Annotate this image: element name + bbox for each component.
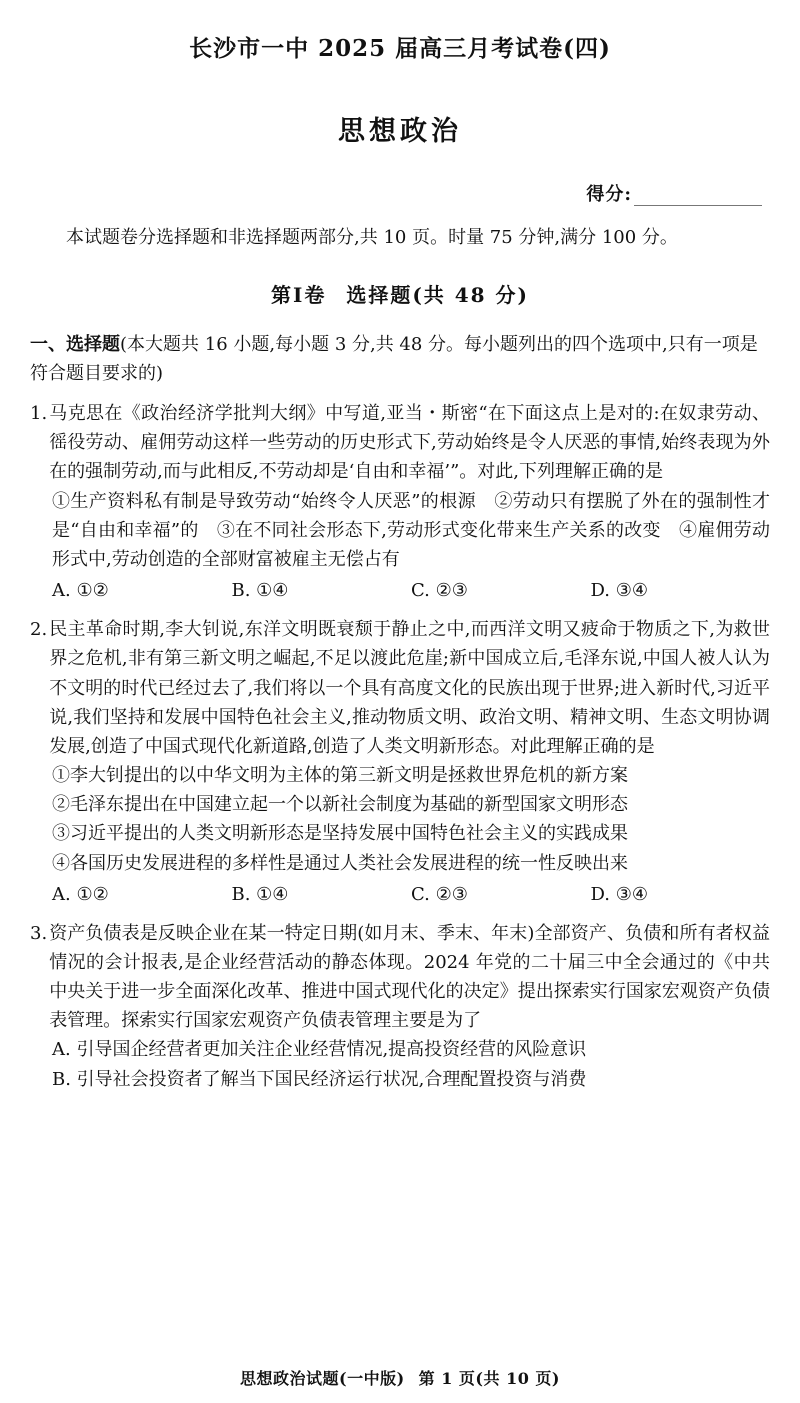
question-2-statement-3: ③习近平提出的人类文明新形态是坚持发展中国特色社会主义的实践成果 [52,823,628,845]
question-1-choice-a[interactable]: A. ①② [52,580,109,602]
question-1 [30,399,770,605]
section-heading [30,279,770,308]
footer-page-number: 第 1 页(共 10 页) [418,1369,560,1388]
question-3 [30,919,770,1094]
question-2-choice-c[interactable]: C. ②③ [411,883,468,905]
question-1-choice-b[interactable]: B. ①④ [231,580,289,602]
question-1-body [30,399,770,486]
question-2-choices [30,880,770,909]
page-footer [0,1366,800,1389]
question-1-number: 1. [30,403,48,425]
question-2-choice-b[interactable]: B. ①④ [231,883,289,905]
score-blank-line [634,187,762,206]
subject-title: 思想政治 [338,116,462,147]
question-3-options [30,1035,770,1093]
question-2-stem: 民主革命时期,李大钊说,东洋文明既衰颓于静止之中,而西洋文明又疲命于物质之下,为救世界之危机,非有第三新文明之崛起,不足以渡此危崖;新中国成立后,毛泽东说,中国人被人认为不文明的时代已经过去了,我们将以一个具有高度文化的民族出现于世界;进入新时代,习近平说,我们坚持和发展中国特色社会主义,推动物质文明、政治文明、精神文明、生态文明协调发展,创造了中国式现代化新道路,创造了人类文明新形态。对此理解正确的是 [49,619,770,757]
question-2-choice-a[interactable]: A. ①② [52,883,109,905]
question-2-choice-d[interactable]: D. ③④ [590,883,649,905]
exam-instructions: 本试题卷分选择题和非选择题两部分,共 10 页。时量 75 分钟,满分 100 分。 [66,227,678,248]
score-row [30,180,770,206]
question-3-option-a[interactable]: A. 引导国企经营者更加关注企业经营情况,提高投资经营的风险意识 [52,1039,587,1061]
question-2-statement-2: ②毛泽东提出在中国建立起一个以新社会制度为基础的新型国家文明形态 [52,794,628,816]
question-3-number: 3. [30,922,48,944]
question-1-choices [30,576,770,605]
question-2-statement-4: ④各国历史发展进程的多样性是通过人类社会发展进程的统一性反映出来 [52,852,628,874]
question-2-number: 2. [30,619,48,641]
question-3-option-b[interactable]: B. 引导社会投资者了解当下国民经济运行状况,合理配置投资与消费 [52,1068,587,1090]
part-one-heading [30,330,770,389]
question-1-choice-d[interactable]: D. ③④ [590,580,649,602]
question-1-statements: ①生产资料私有制是导致劳动“始终令人厌恶”的根源 ②劳动只有摆脱了外在的强制性才是“自由和幸福”的 ③在不同社会形态下,劳动形式变化带来生产关系的改变 ④雇佣劳动形式中,劳动创造的全部财富被雇主无偿占有 [52,490,770,570]
question-1-stem: 马克思在《政治经济学批判大纲》中写道,亚当・斯密“在下面这点上是对的:在奴隶劳动、徭役劳动、雇佣劳动这样一些劳动的历史形式下,劳动始终是令人厌恶的事情,始终表现为外在的强制劳动,而与此相反,不劳动却是‘自由和幸福’”。对此,下列理解正确的是 [49,403,770,483]
question-2-statement-1: ①李大钊提出的以中华文明为主体的第三新文明是拯救世界危机的新方案 [52,765,628,787]
part-one-desc: (本大题共 16 小题,每小题 3 分,共 48 分。每小题列出的四个选项中,只有一项是符合题目要求的) [30,333,758,385]
footer-text: 思想政治试题(一中版) [240,1369,405,1388]
score-label: 得分: [586,184,632,205]
question-2-body [30,615,770,761]
section-number: 第Ⅰ卷 [270,282,327,307]
question-2 [30,615,770,909]
question-3-stem: 资产负债表是反映企业在某一特定日期(如月末、季末、年末)全部资产、负债和所有者权益情况的会计报表,是企业经营活动的静态体现。2024 年党的二十届三中全会通过的《中共中央关于进一步全面深化改革、推进中国式现代化的决定》提出探索实行国家宏观资产负债表管理。探索实行国家宏观资产负债表管理主要是为了 [49,922,770,1032]
page-title: 长沙市一中 2025 届高三月考试卷(四) [189,35,611,62]
section-title: 选择题(共 48 分) [346,282,530,307]
question-1-choice-c[interactable]: C. ②③ [411,580,468,602]
question-2-statements [30,761,770,878]
part-one-label: 一、选择题 [30,333,120,355]
question-3-body [30,919,770,1036]
